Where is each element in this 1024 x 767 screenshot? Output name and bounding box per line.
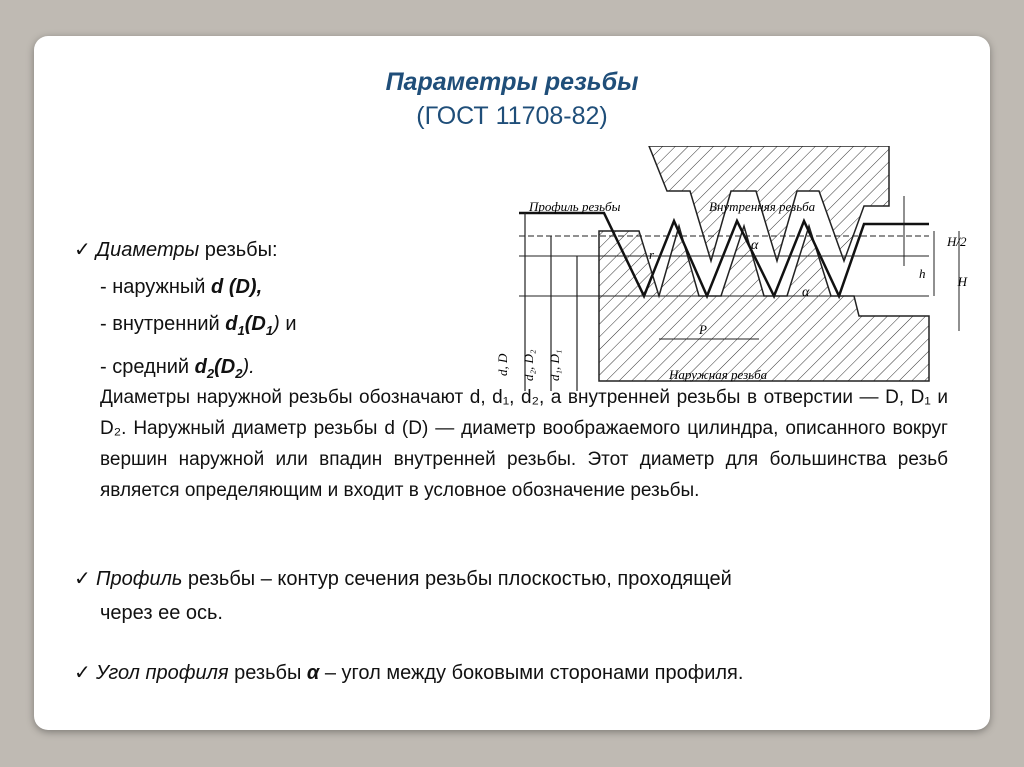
label-p: P xyxy=(699,322,707,337)
profile-text2: через ее ось. xyxy=(100,602,223,624)
slide-title: Параметры резьбы xyxy=(385,68,639,96)
diameters-lead-rest: резьбы: xyxy=(199,239,278,261)
label-d2: d₂, D₂ xyxy=(521,349,536,381)
outer-prefix: - наружный xyxy=(100,276,212,298)
angle-mid: резьбы xyxy=(228,662,307,684)
profile-item xyxy=(74,562,948,630)
angle-italic: Угол профиля xyxy=(96,662,229,684)
angle-item xyxy=(74,656,948,690)
label-outer-thread: Наружная резьба xyxy=(669,367,768,382)
label-inner-thread: Внутренняя резьба xyxy=(709,199,816,214)
check-mark-icon: ✓ xyxy=(74,239,91,261)
inner-symbol-sub2: 1 xyxy=(265,323,274,338)
angle-symbol: α xyxy=(306,662,320,684)
inner-diameter-item xyxy=(74,306,374,349)
label-alpha-top: α xyxy=(751,238,759,253)
diameters-heading xyxy=(74,232,374,269)
middle-symbol-sub2: 2 xyxy=(235,366,243,381)
middle-symbol-close: ). xyxy=(242,356,255,378)
angle-rest: – угол между боковыми сторонами профиля. xyxy=(319,662,744,684)
diameters-lead: Диаметры xyxy=(96,239,200,261)
profile-italic: Профиль xyxy=(96,568,183,590)
label-h: H xyxy=(957,274,967,289)
thread-profile-line xyxy=(519,213,929,296)
middle-prefix: - средний xyxy=(100,356,195,378)
label-r: r xyxy=(649,247,655,262)
slide xyxy=(34,36,990,730)
middle-symbol-sub: 2 xyxy=(206,366,215,381)
outer-symbol: d (D), xyxy=(211,276,263,298)
inner-prefix: - внутренний xyxy=(100,313,226,335)
slide-subtitle: (ГОСТ 11708-82) xyxy=(416,102,608,130)
label-d1: d₁, D₁ xyxy=(547,349,562,381)
diameters-description: Диаметры наружной резьбы обозначают d, d₁, d₂, а внутренней резьбы в отверстии — D, D₁ и D₂. Наружный диаметр резьбы d (D) — диаметр воображаемого цилиндра, описанного вокруг вершин наружной или впадин внутренней резьбы. Этот диаметр для большинства резьб является определяющим и входит в условное обозначение резьбы. xyxy=(100,387,948,501)
inner-symbol-main: d xyxy=(225,313,238,335)
label-h-half: H/2 xyxy=(947,234,967,249)
middle-symbol-paren: (D xyxy=(214,356,236,378)
label-alpha-bottom: α xyxy=(802,285,810,300)
profile-text1: резьбы – контур сечения резьбы плоскостью, проходящей xyxy=(182,568,732,590)
label-h-small: h xyxy=(919,266,926,281)
inner-tail: и xyxy=(279,313,297,335)
thread-diagram xyxy=(459,146,969,391)
inner-symbol-sub: 1 xyxy=(237,323,245,338)
label-profile: Профиль резьбы xyxy=(529,199,621,214)
outer-diameter-item xyxy=(74,269,374,306)
middle-symbol-main: d xyxy=(194,356,207,378)
check-mark-icon: ✓ xyxy=(74,568,91,590)
inner-symbol-paren: (D xyxy=(244,313,266,335)
inner-symbol-close: ) xyxy=(273,313,280,335)
diameters-list xyxy=(74,232,374,392)
label-d: d, D xyxy=(495,353,510,376)
check-mark-icon: ✓ xyxy=(74,662,91,684)
